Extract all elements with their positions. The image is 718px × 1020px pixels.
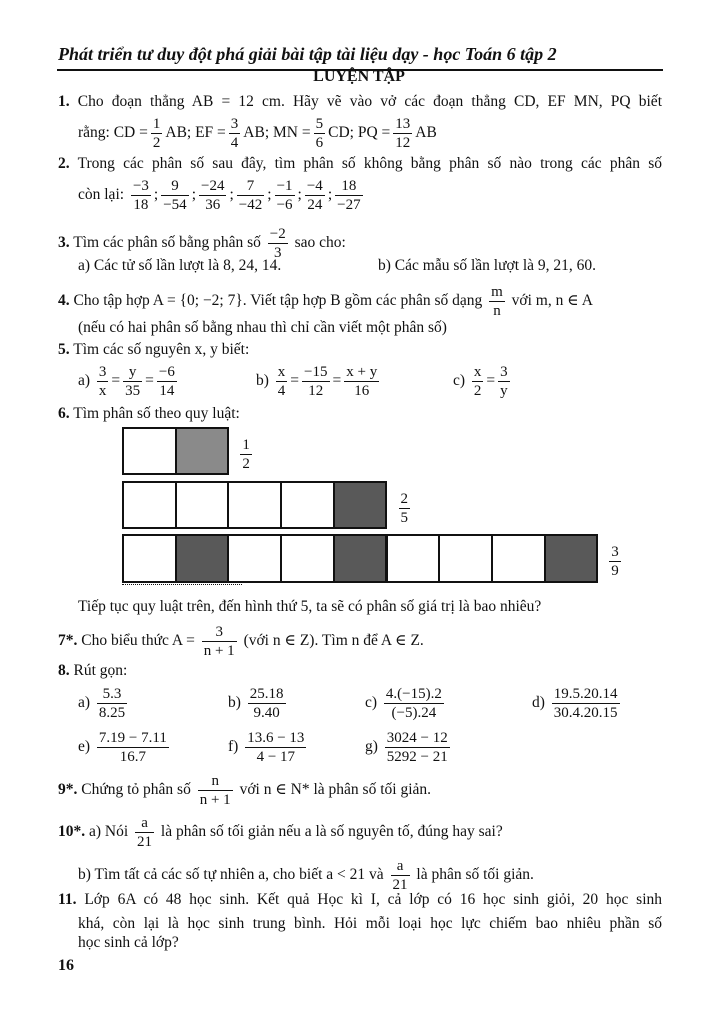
problem-1 — [58, 87, 662, 117]
pattern-cell — [438, 534, 493, 583]
problem-11-line-3: học sinh cả lớp? — [78, 934, 179, 951]
text: AB — [415, 124, 437, 142]
fraction: $\frac{n}{n + 1}$ — [199, 773, 231, 808]
problem-5a: a) $\frac{3}{x}$ = $\frac{y}{35}$ = $\frac{-6}{14}$ — [78, 364, 175, 399]
text: là phân số tối giản. — [416, 866, 534, 884]
problem-3a: a) Các tử số lần lượt là 8, 24, 14. — [78, 257, 282, 274]
pattern-cell — [333, 534, 388, 583]
text: b) Tìm tất cả các số tự nhiên a, cho biết a < 21 và — [78, 866, 384, 884]
problem-number: 4. — [58, 292, 70, 310]
pattern-cell — [175, 534, 230, 583]
answer-dotted-line — [122, 584, 242, 585]
text: Chứng tỏ phân số — [81, 781, 191, 799]
fraction: $\frac{-6}{14}$ — [158, 364, 175, 399]
problem-5c: c) $\frac{x}{2}$ = $\frac{3}{y}$ — [453, 364, 508, 399]
problem-3b: b) Các mẫu số lần lượt là 9, 21, 60. — [378, 257, 597, 274]
problem-number: 1. — [58, 93, 70, 110]
fraction: $\frac{25.18}{9.40}$ — [249, 686, 284, 721]
pattern-cell — [544, 534, 599, 583]
text: Cho biểu thức A = — [81, 632, 195, 650]
running-header: Phát triển tư duy đột phá giải bài tập tài liệu dạy - học Toán 6 tập 2 — [58, 44, 557, 64]
problem-2 — [58, 149, 662, 179]
problem-number: 9*. — [58, 781, 78, 799]
fraction: $\frac{4.(-15).2}{(-5).24}$ — [385, 686, 442, 721]
fraction: $\frac{-3}{18}$ — [132, 178, 149, 213]
problem-6 — [58, 399, 240, 429]
problem-11 — [58, 889, 662, 911]
fraction: $\frac{-4}{24}$ — [306, 178, 323, 213]
pattern-cell — [175, 481, 230, 529]
problem-9 — [58, 772, 432, 808]
fraction: $\frac{5.3}{8.25}$ — [98, 686, 126, 721]
problem-text: Trong các phân số sau đây, tìm phân số không bằng phân số nào trong các phân số — [77, 155, 662, 172]
problem-number: 8. — [58, 662, 70, 679]
separator: ; — [191, 186, 196, 204]
problem-number: 2. — [58, 155, 70, 172]
problem-number: 7*. — [58, 632, 78, 650]
problem-text: Lớp 6A có 48 học sinh. Kết quả Học kì I, cả lớp có 16 học sinh giỏi, 20 học sinh — [84, 891, 663, 908]
text: Tìm các số nguyên x, y biết: — [73, 341, 250, 358]
problem-8-item: d) $\frac{19.5.20.14}{30.4.20.15}$ — [532, 686, 618, 721]
fraction: $\frac{3}{y}$ — [500, 364, 508, 399]
fraction: $\frac{3024 - 12}{5292 - 21}$ — [386, 730, 448, 765]
problem-8-item: c) $\frac{4.(-15).2}{(-5).24}$ — [365, 686, 442, 721]
pattern-cell — [175, 427, 230, 475]
separator: ; — [229, 186, 234, 204]
separator: ; — [153, 186, 159, 204]
problem-number: 5. — [58, 341, 70, 358]
fraction: $\frac{3}{4}$ — [230, 116, 239, 151]
problem-text: Cho đoạn thẳng AB = 12 cm. Hãy vẽ vào vở các đoạn thẳng CD, EF MN, PQ biết — [77, 93, 662, 110]
problem-4-note: (nếu có hai phân số bằng nhau thì chỉ cần viết một phân số) — [78, 319, 447, 336]
fraction: $\frac{7}{-42}$ — [238, 178, 263, 213]
pattern-cell — [280, 534, 335, 583]
text: với m, n ∈ A — [511, 292, 593, 310]
problem-11-line-2: khá, còn lại là học sinh trung bình. Hỏi mỗi loại học lực chiếm bao nhiêu phần số — [78, 915, 662, 932]
fraction: $\frac{9}{-54}$ — [163, 178, 187, 213]
fraction: $\frac{7.19 - 7.11}{16.7}$ — [98, 730, 167, 765]
fraction: $\frac{-24}{36}$ — [201, 178, 225, 213]
text: rằng: CD = — [78, 124, 148, 142]
pattern-cell — [280, 481, 335, 529]
text: còn lại: — [78, 186, 125, 204]
fraction: $\frac{-2}{3}$ — [269, 226, 286, 261]
fraction: $\frac{1}{2}$ — [242, 437, 250, 472]
text: CD; PQ = — [328, 124, 391, 142]
pattern-fraction — [396, 490, 414, 526]
problem-4 — [58, 283, 593, 319]
text: Rút gọn: — [73, 662, 128, 679]
problem-5b: b) $\frac{x}{4}$ = $\frac{-15}{12}$ = $\frac{x + y}{16}$ — [256, 364, 378, 399]
text: AB; EF = — [165, 124, 226, 142]
problem-7 — [58, 623, 424, 659]
problem-2-line-2 — [78, 177, 366, 213]
pattern-cell — [227, 481, 282, 529]
fraction: $\frac{a}{21}$ — [137, 815, 153, 850]
fraction: $\frac{19.5.20.14}{30.4.20.15}$ — [553, 686, 618, 721]
page-number: 16 — [58, 957, 74, 974]
problem-10b — [78, 857, 534, 893]
fraction: $\frac{13.6 - 13}{4 - 17}$ — [247, 730, 305, 765]
text: (với n ∈ Z). Tìm n để A ∈ Z. — [243, 632, 424, 650]
fraction: $\frac{18}{-27}$ — [337, 178, 361, 213]
fraction: $\frac{-1}{-6}$ — [276, 178, 293, 213]
fraction: $\frac{13}{12}$ — [395, 116, 411, 151]
text: sao cho: — [294, 234, 346, 252]
fraction: $\frac{3}{n + 1}$ — [203, 624, 235, 659]
text: với n ∈ N* là phân số tối giản. — [239, 781, 432, 799]
fraction: $\frac{y}{35}$ — [125, 364, 141, 399]
fraction: $\frac{-15}{12}$ — [304, 364, 328, 399]
pattern-cell — [491, 534, 546, 583]
fraction: $\frac{1}{2}$ — [152, 116, 161, 151]
text: Tìm phân số theo quy luật: — [73, 405, 240, 422]
text: Cho tập hợp A = {0; −2; 7}. Viết tập hợp B gồm các phân số dạng — [73, 292, 483, 310]
pattern-cell — [122, 481, 177, 529]
text: a) Nói — [89, 823, 129, 841]
fraction: $\frac{x + y}{16}$ — [346, 364, 378, 399]
separator: ; — [297, 186, 302, 204]
problem-8 — [58, 656, 127, 686]
problem-8-item: g) $\frac{3024 - 12}{5292 - 21}$ — [365, 730, 448, 765]
fraction: $\frac{x}{4}$ — [277, 364, 286, 399]
pattern-cell — [386, 534, 441, 583]
text: là phân số tối giản nếu a là số nguyên tố, đúng hay sai? — [160, 823, 503, 841]
pattern-cell — [333, 481, 388, 529]
separator: ; — [267, 186, 272, 204]
fraction: $\frac{m}{n}$ — [491, 284, 503, 319]
text: AB; MN = — [243, 124, 311, 142]
fraction: $\frac{x}{2}$ — [473, 364, 482, 399]
pattern-cell — [122, 534, 177, 583]
problem-number: 3. — [58, 234, 70, 252]
problem-8-item: a) $\frac{5.3}{8.25}$ — [78, 686, 126, 721]
problem-8-item: e) $\frac{7.19 - 7.11}{16.7}$ — [78, 730, 167, 765]
separator: ; — [327, 186, 333, 204]
problem-number: 6. — [58, 405, 70, 422]
fraction: $\frac{5}{6}$ — [315, 116, 324, 151]
problem-1-line-2 — [78, 115, 437, 151]
section-title: LUYỆN TẬP — [313, 68, 405, 85]
problem-5 — [58, 335, 249, 365]
pattern-cell — [122, 427, 177, 475]
problem-10a — [58, 814, 503, 850]
problem-number: 10*. — [58, 823, 86, 841]
pattern-fraction — [606, 543, 624, 579]
fraction: $\frac{3}{x}$ — [98, 364, 107, 399]
problem-8-item: f) $\frac{13.6 - 13}{4 - 17}$ — [228, 730, 305, 765]
problem-8-item: b) $\frac{25.18}{9.40}$ — [228, 686, 284, 721]
fraction: $\frac{3}{9}$ — [611, 544, 619, 579]
text: Tìm các phân số bằng phân số — [73, 234, 261, 252]
problem-6-question: Tiếp tục quy luật trên, đến hình thứ 5, ta sẽ có phân số giá trị là bao nhiêu? — [78, 598, 542, 615]
pattern-cell — [227, 534, 282, 583]
fraction: $\frac{2}{5}$ — [400, 491, 408, 526]
pattern-fraction — [237, 436, 255, 472]
problem-number: 11. — [58, 891, 77, 908]
fraction: $\frac{a}{21}$ — [392, 858, 408, 893]
